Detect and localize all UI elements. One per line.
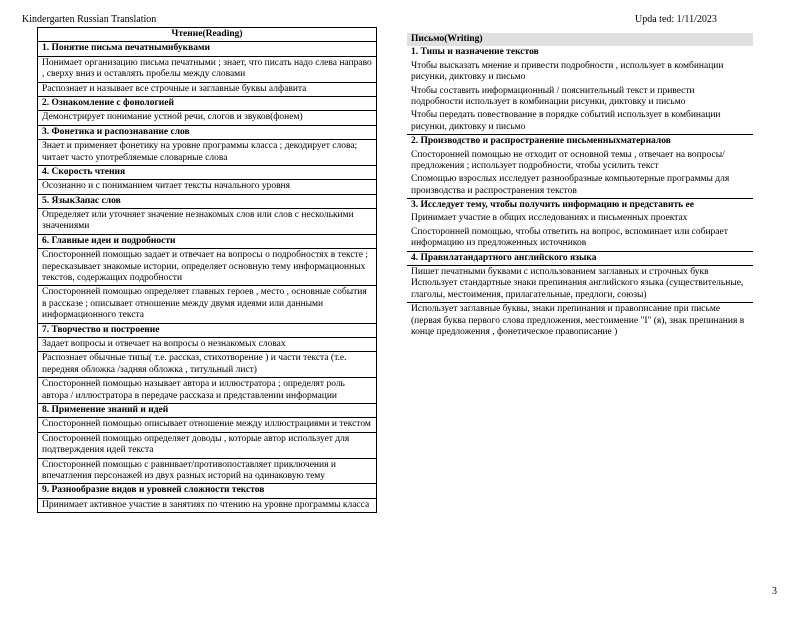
- writing-section-heading: 3. Исследует тему, чтобы получить информацию и представить ее: [407, 199, 753, 213]
- reading-item-row: [38, 418, 377, 432]
- reading-section-row: [38, 42, 377, 56]
- writing-item-row: [407, 85, 753, 110]
- reading-item-text: Принимает активное участие в занятиях по чтению на уровне программы класса: [38, 498, 377, 512]
- writing-item-row: [407, 303, 753, 340]
- reading-section-heading: 6. Главные идеи и подробности: [38, 234, 377, 248]
- reading-item-row: [38, 82, 377, 96]
- reading-section-row: [38, 125, 377, 139]
- reading-item-text: Осознанно и с пониманием читает тексты начального уровня: [38, 180, 377, 194]
- writing-table: [407, 33, 753, 339]
- reading-section-heading: 9. Разнообразие видов и уровней сложности текстов: [38, 484, 377, 498]
- reading-item-row: [38, 458, 377, 484]
- writing-section-heading: 2. Производство и распространение письменныхматериалов: [407, 135, 753, 149]
- reading-section-heading: 5. ЯзыкЗапас слов: [38, 194, 377, 208]
- reading-table: [37, 27, 377, 513]
- writing-title: Письмо(Writing): [407, 33, 753, 46]
- reading-section-heading: 1. Понятие письма печатнымибуквами: [38, 42, 377, 56]
- header-updated-date: Upda ted: 1/11/2023: [635, 14, 717, 25]
- reading-item-row: [38, 337, 377, 351]
- writing-item-text: Использует заглавные буквы, знаки препинания и правописание при письме (первая буква первого слова предложения, местоимение "I" (я), знак препинания в конце предложения , фонетическое правописание ): [407, 303, 753, 340]
- reading-section-row: [38, 323, 377, 337]
- reading-section-row: [38, 484, 377, 498]
- reading-section-row: [38, 165, 377, 179]
- page-number: 3: [772, 586, 777, 597]
- writing-item-row: [407, 60, 753, 85]
- reading-item-text: Понимает организацию письма печатными ; знает, что писать надо слева направо , сверху вниз и оставлять пробелы между словами: [38, 56, 377, 82]
- writing-item-row: [407, 173, 753, 198]
- reading-item-text: Задает вопросы и отвечает на вопросы о незнакомых словах: [38, 337, 377, 351]
- writing-item-text: Пишет печатными буквами с использованием заглавных и строчных букв Использует стандартные знаки препинания английского языка (существительные, глаголы, местоимения, прилагательные, предлоги, союзы): [407, 266, 753, 303]
- reading-item-row: [38, 249, 377, 286]
- reading-header-row: [38, 28, 377, 42]
- header-left: Kindergarten Russian Translation: [22, 14, 157, 25]
- reading-item-row: [38, 352, 377, 378]
- reading-section-row: [38, 96, 377, 110]
- writing-item-text: Чтобы составить информационный / пояснительный текст и привести подробности использует в комбинации рисунки, диктовку и письмо: [411, 85, 695, 107]
- writing-item-text: Спосторонней помощью не отходит от основной темы , отвечает на вопросы/ предложения ; использует подробности, чтобы усилить текст: [411, 149, 725, 171]
- reading-item-row: [38, 180, 377, 194]
- reading-section-heading: 2. Ознакомление с фонологией: [38, 96, 377, 110]
- writing-section-heading: 4. Правилатандартного английского языка: [407, 251, 753, 265]
- writing-item-text: Чтобы передать повествование в порядке событий использует в комбинации рисунки, диктовку и письмо: [411, 110, 721, 132]
- reading-item-text: Спосторонней помощью определяет доводы , которые автор использует для подтверждения идей текста: [38, 432, 377, 458]
- reading-item-text: Спосторонней помощью с равнивает/противопоставляет приключения и впечатления персонажей из двух разных историй на одинаковую тему: [38, 458, 377, 484]
- reading-item-row: [38, 378, 377, 404]
- writing-item-text: Чтобы высказать мнение и привести подробности , использует в комбинации рисунки, диктовку и письмо: [411, 60, 724, 83]
- writing-item-row: [407, 212, 753, 225]
- reading-item-text: Спосторонней помощью задает и отвечает на вопросы о подробностях в тексте ; пересказывает знакомые истории, определяет основную тему информационных текстов, содержащих подробности: [38, 249, 377, 286]
- reading-item-text: Знает и применяет фонетику на уровне программы класса ; декодирует слова; читает часто употребляемые словарные слова: [38, 140, 377, 166]
- reading-section-heading: 4. Скорость чтения: [38, 165, 377, 179]
- reading-item-row: [38, 56, 377, 82]
- writing-section-heading: 1. Типы и назначение текстов: [411, 47, 539, 58]
- writing-item-row: [407, 266, 753, 303]
- writing-item-row: [407, 226, 753, 251]
- writing-section-row: [407, 251, 753, 265]
- writing-item-text: Принимает участие в общих исследованиях и письменных проектах: [411, 213, 688, 224]
- writing-item-text: Спосторонней помощью, чтобы ответить на вопрос, вспоминает или собирает информацию из предложенных источников: [411, 226, 728, 249]
- reading-section-heading: 8. Применение знаний и идей: [38, 403, 377, 417]
- reading-item-text: Распознает и называет все строчные и заглавные буквы алфавита: [38, 82, 377, 96]
- writing-section-row: [407, 199, 753, 213]
- reading-item-row: [38, 209, 377, 235]
- reading-item-row: [38, 432, 377, 458]
- writing-section-row: [407, 46, 753, 59]
- reading-item-text: Спосторонней помощью называет автора и иллюстратора ; определят роль автора / иллюстратора в передаче рассказа и представлении информации: [38, 378, 377, 404]
- writing-header-row: [407, 33, 753, 46]
- reading-item-text: Распознает обычные типы( т.е. рассказ, стихотворение ) и части текста (т.е. передняя обложка /задняя обложка , титульный лист): [38, 352, 377, 378]
- reading-section-row: [38, 194, 377, 208]
- writing-item-row: [407, 149, 753, 174]
- reading-section-row: [38, 234, 377, 248]
- reading-item-text: Определяет или уточняет значение незнакомых слов или слов с несколькими значениями: [38, 209, 377, 235]
- reading-title: Чтение(Reading): [38, 28, 377, 42]
- reading-section-heading: 3. Фонетика и распознавание слов: [38, 125, 377, 139]
- reading-item-text: Демонстрирует понимание устной речи, слогов и звуков(фонем): [38, 111, 377, 125]
- reading-section-heading: 7. Творчество и построение: [38, 323, 377, 337]
- writing-section-row: [407, 135, 753, 149]
- writing-item-row: [407, 109, 753, 134]
- reading-item-text: Спосторонней помощью описывает отношение между иллюстрациями и текстом: [38, 418, 377, 432]
- writing-item-text: Спомощью взрослых исследует разнообразные компьютерные программы для производства и распространения текстов: [411, 174, 730, 196]
- reading-item-row: [38, 111, 377, 125]
- reading-section-row: [38, 403, 377, 417]
- reading-item-text: Спосторонней помощью определяет главных героев , место , основные события в рассказе ; описывает отношение между двумя идеями или данными информационного текста: [38, 286, 377, 323]
- reading-item-row: [38, 498, 377, 512]
- reading-item-row: [38, 140, 377, 166]
- reading-item-row: [38, 286, 377, 323]
